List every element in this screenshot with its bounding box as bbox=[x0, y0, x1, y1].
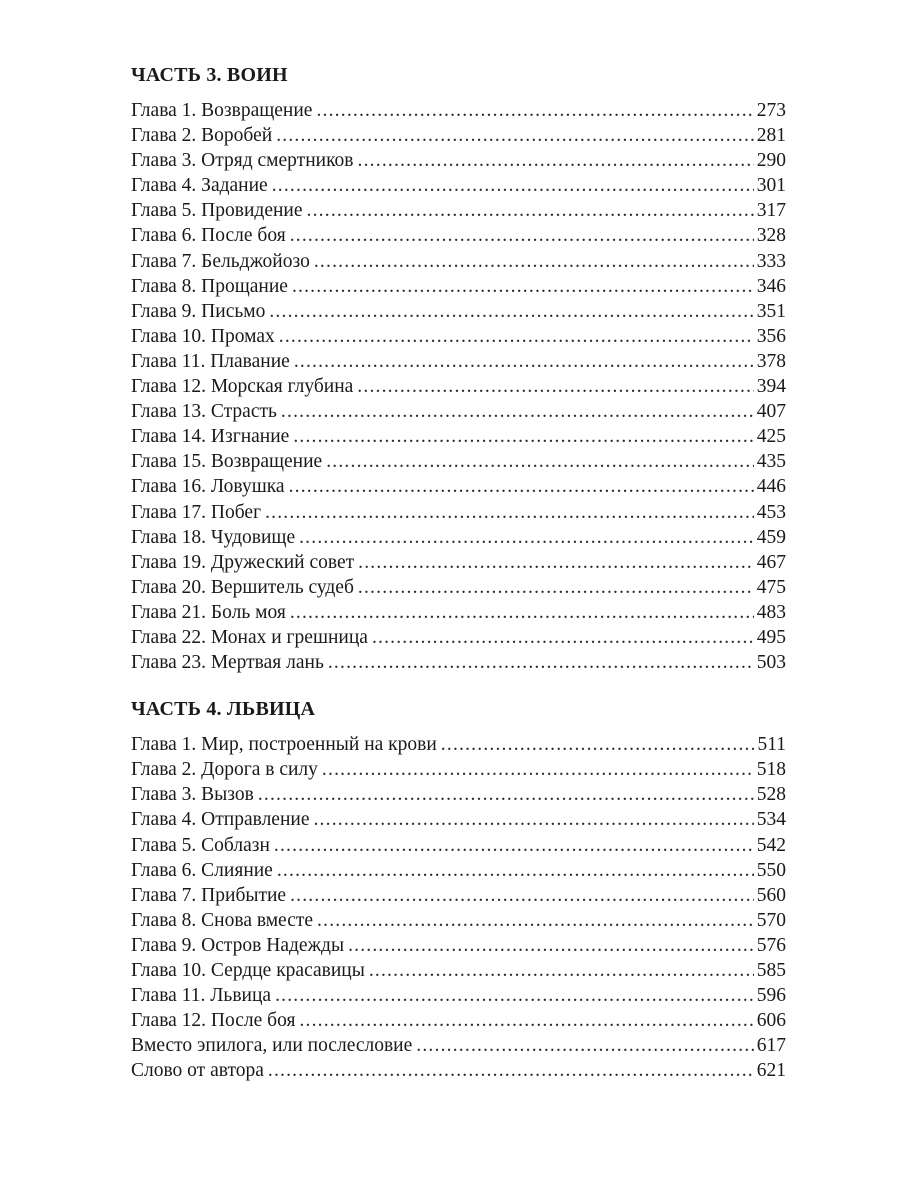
toc-entry-page-number: 511 bbox=[757, 734, 786, 756]
dot-leader bbox=[276, 123, 754, 148]
dot-leader bbox=[290, 600, 754, 625]
toc-entry[interactable] bbox=[131, 399, 786, 424]
toc-entry-title: Глава 18. Чудовище bbox=[131, 526, 296, 548]
dot-leader bbox=[316, 98, 753, 123]
toc-entry[interactable] bbox=[131, 650, 786, 675]
toc-entry[interactable] bbox=[131, 123, 786, 148]
toc-entry[interactable] bbox=[131, 1058, 786, 1083]
toc-entry[interactable] bbox=[131, 1008, 786, 1033]
toc-entry-title: Глава 11. Плавание bbox=[131, 350, 290, 372]
toc-entry-title: Глава 23. Мертвая лань bbox=[131, 652, 324, 674]
toc-entry[interactable] bbox=[131, 173, 786, 198]
dot-leader bbox=[290, 883, 754, 908]
toc-entry-page-number: 576 bbox=[756, 934, 786, 956]
toc-entry-title: Глава 11. Львица bbox=[131, 985, 272, 1007]
dot-leader bbox=[274, 833, 754, 858]
dot-leader bbox=[348, 933, 754, 958]
toc-entry-page-number: 528 bbox=[756, 784, 786, 806]
dot-leader bbox=[326, 449, 754, 474]
toc-entry-page-number: 378 bbox=[756, 350, 786, 372]
section-title: ЧАСТЬ 4. ЛЬВИЦА bbox=[131, 698, 316, 721]
toc-entry-page-number: 459 bbox=[756, 526, 786, 548]
toc-entry-page-number: 435 bbox=[756, 451, 786, 473]
dot-leader bbox=[277, 858, 754, 883]
toc-entry-title: Глава 10. Сердце красавицы bbox=[131, 960, 365, 981]
toc-entry[interactable] bbox=[131, 550, 786, 575]
dot-leader bbox=[272, 173, 754, 198]
toc-entry-title: Глава 15. Возвращение bbox=[131, 451, 323, 473]
dot-leader bbox=[292, 274, 754, 299]
toc-entry-title: Глава 3. Отряд смертников bbox=[131, 150, 354, 172]
toc-entry-page-number: 333 bbox=[756, 250, 786, 272]
section-title: ЧАСТЬ 3. ВОИН bbox=[131, 64, 288, 86]
dot-leader bbox=[441, 732, 755, 757]
toc-entry-page-number: 301 bbox=[756, 175, 786, 197]
toc-entry-title: Глава 1. Мир, построенный на крови bbox=[131, 734, 437, 756]
toc-entry-page-number: 346 bbox=[756, 275, 786, 297]
toc-entry[interactable] bbox=[131, 374, 786, 399]
toc-entry-page-number: 446 bbox=[756, 476, 786, 498]
dot-leader bbox=[369, 958, 754, 983]
toc-entry-title: Глава 2. Дорога в силу bbox=[131, 759, 318, 781]
toc-entry[interactable] bbox=[131, 600, 786, 625]
dot-leader bbox=[294, 349, 754, 374]
toc-entry[interactable] bbox=[131, 1033, 786, 1058]
toc-entry[interactable] bbox=[131, 299, 786, 324]
toc-entry-page-number: 621 bbox=[756, 1060, 786, 1082]
toc-entry[interactable] bbox=[131, 625, 786, 650]
toc-list bbox=[131, 732, 786, 1083]
dot-leader bbox=[317, 908, 754, 933]
toc-entry[interactable] bbox=[131, 148, 786, 173]
toc-list bbox=[131, 98, 786, 675]
toc-entry[interactable] bbox=[131, 807, 786, 832]
toc-entry[interactable] bbox=[131, 449, 786, 474]
toc-entry-page-number: 570 bbox=[756, 909, 786, 931]
toc-entry-page-number: 518 bbox=[756, 759, 786, 781]
toc-entry-page-number: 560 bbox=[756, 884, 786, 906]
toc-entry-page-number: 550 bbox=[756, 859, 786, 881]
dot-leader bbox=[275, 983, 754, 1008]
toc-entry-title: Глава 8. Снова вместе bbox=[131, 909, 314, 931]
toc-entry-title: Глава 1. Возвращение bbox=[131, 100, 313, 121]
toc-entry[interactable] bbox=[131, 858, 786, 883]
toc-entry-title: Глава 10. Промах bbox=[131, 325, 275, 347]
toc-entry-page-number: 328 bbox=[756, 225, 786, 247]
toc-entry-title: Глава 20. Вершитель судеб bbox=[131, 576, 354, 598]
dot-leader bbox=[358, 550, 754, 575]
toc-entry-title: Глава 7. Бельджойозо bbox=[131, 250, 310, 272]
toc-entry-title: Глава 3. Вызов bbox=[131, 784, 254, 806]
toc-entry-title: Глава 14. Изгнание bbox=[131, 426, 290, 448]
toc-entry-title: Глава 22. Монах и грешница bbox=[131, 626, 368, 648]
toc-entry[interactable] bbox=[131, 833, 786, 858]
toc-entry-page-number: 503 bbox=[756, 652, 786, 674]
toc-entry-title: Глава 21. Боль моя bbox=[131, 601, 286, 623]
dot-leader bbox=[258, 782, 754, 807]
toc-entry-title: Глава 19. Дружеский совет bbox=[131, 551, 355, 573]
toc-entry-title: Глава 2. Воробей bbox=[131, 125, 273, 147]
toc-entry-page-number: 351 bbox=[756, 300, 786, 322]
toc-section-part-4 bbox=[131, 697, 786, 1083]
toc-entry[interactable] bbox=[131, 757, 786, 782]
toc-entry[interactable] bbox=[131, 575, 786, 600]
toc-entry[interactable] bbox=[131, 424, 786, 449]
dot-leader bbox=[279, 324, 754, 349]
dot-leader bbox=[328, 650, 754, 675]
toc-entry[interactable] bbox=[131, 908, 786, 933]
dot-leader bbox=[307, 198, 754, 223]
toc-entry-title: Глава 13. Страсть bbox=[131, 401, 277, 423]
toc-entry[interactable] bbox=[131, 933, 786, 958]
toc-entry-title: Глава 5. Провидение bbox=[131, 200, 303, 222]
dot-leader bbox=[357, 374, 753, 399]
toc-entry[interactable] bbox=[131, 732, 786, 757]
toc-entry-title: Глава 5. Соблазн bbox=[131, 834, 270, 856]
toc-entry[interactable] bbox=[131, 500, 786, 525]
toc-entry[interactable] bbox=[131, 223, 786, 248]
toc-entry-page-number: 617 bbox=[756, 1035, 786, 1057]
toc-entry-page-number: 356 bbox=[756, 325, 786, 347]
toc-entry-page-number: 534 bbox=[756, 809, 786, 831]
toc-section-part-3 bbox=[131, 63, 786, 675]
toc-entry-page-number: 596 bbox=[756, 985, 786, 1007]
toc-entry[interactable] bbox=[131, 324, 786, 349]
toc-entry-page-number: 475 bbox=[756, 576, 786, 598]
dot-leader bbox=[290, 223, 754, 248]
toc-entry-page-number: 483 bbox=[756, 601, 786, 623]
toc-entry[interactable] bbox=[131, 525, 786, 550]
dot-leader bbox=[313, 807, 753, 832]
toc-entry-page-number: 606 bbox=[756, 1010, 786, 1032]
toc-entry-page-number: 453 bbox=[756, 501, 786, 523]
toc-entry-page-number: 425 bbox=[756, 426, 786, 448]
toc-entry[interactable] bbox=[131, 98, 786, 123]
toc-entry-page-number: 542 bbox=[756, 834, 786, 856]
toc-entry[interactable] bbox=[131, 782, 786, 807]
toc-entry-title: Слово от автора bbox=[131, 1060, 264, 1082]
toc-entry-title: Глава 9. Письмо bbox=[131, 300, 266, 322]
table-of-contents bbox=[131, 63, 786, 1083]
toc-entry-title: Глава 4. Задание bbox=[131, 175, 268, 197]
dot-leader bbox=[358, 148, 754, 173]
dot-leader bbox=[265, 500, 754, 525]
dot-leader bbox=[358, 575, 754, 600]
dot-leader bbox=[269, 299, 753, 324]
toc-entry-title: Глава 6. После боя bbox=[131, 225, 286, 247]
toc-entry-title: Глава 4. Отправление bbox=[131, 809, 310, 831]
dot-leader bbox=[268, 1058, 754, 1083]
dot-leader bbox=[289, 474, 754, 499]
toc-entry[interactable] bbox=[131, 983, 786, 1008]
toc-entry[interactable] bbox=[131, 198, 786, 223]
toc-entry-page-number: 273 bbox=[756, 100, 786, 121]
toc-entry-title: Глава 12. После боя bbox=[131, 1010, 296, 1032]
toc-entry[interactable] bbox=[131, 349, 786, 374]
toc-entry-title: Глава 7. Прибытие bbox=[131, 884, 287, 906]
toc-entry-page-number: 394 bbox=[756, 376, 786, 398]
toc-entry-title: Глава 17. Побег bbox=[131, 501, 262, 523]
toc-entry-title: Глава 6. Слияние bbox=[131, 859, 273, 881]
toc-entry-page-number: 281 bbox=[756, 125, 786, 147]
toc-entry-title: Глава 8. Прощание bbox=[131, 275, 288, 297]
toc-entry[interactable] bbox=[131, 958, 786, 983]
toc-entry-title: Вместо эпилога, или послесловие bbox=[131, 1035, 413, 1057]
toc-entry-page-number: 317 bbox=[756, 200, 786, 222]
dot-leader bbox=[299, 525, 754, 550]
toc-entry-page-number: 407 bbox=[756, 401, 786, 423]
dot-leader bbox=[372, 625, 754, 650]
toc-entry[interactable] bbox=[131, 274, 786, 299]
toc-entry-page-number: 290 bbox=[756, 150, 786, 172]
dot-leader bbox=[293, 424, 753, 449]
toc-entry[interactable] bbox=[131, 474, 786, 499]
dot-leader bbox=[281, 399, 754, 424]
toc-entry-page-number: 585 bbox=[756, 960, 786, 981]
dot-leader bbox=[299, 1008, 753, 1033]
dot-leader bbox=[416, 1033, 753, 1058]
toc-entry-title: Глава 12. Морская глубина bbox=[131, 376, 354, 398]
dot-leader bbox=[322, 757, 754, 782]
toc-entry-page-number: 467 bbox=[756, 551, 786, 573]
toc-entry-page-number: 495 bbox=[756, 626, 786, 648]
toc-entry[interactable] bbox=[131, 249, 786, 274]
toc-entry-title: Глава 9. Остров Надежды bbox=[131, 934, 345, 956]
dot-leader bbox=[314, 249, 754, 274]
toc-entry-title: Глава 16. Ловушка bbox=[131, 476, 285, 498]
toc-entry[interactable] bbox=[131, 883, 786, 908]
